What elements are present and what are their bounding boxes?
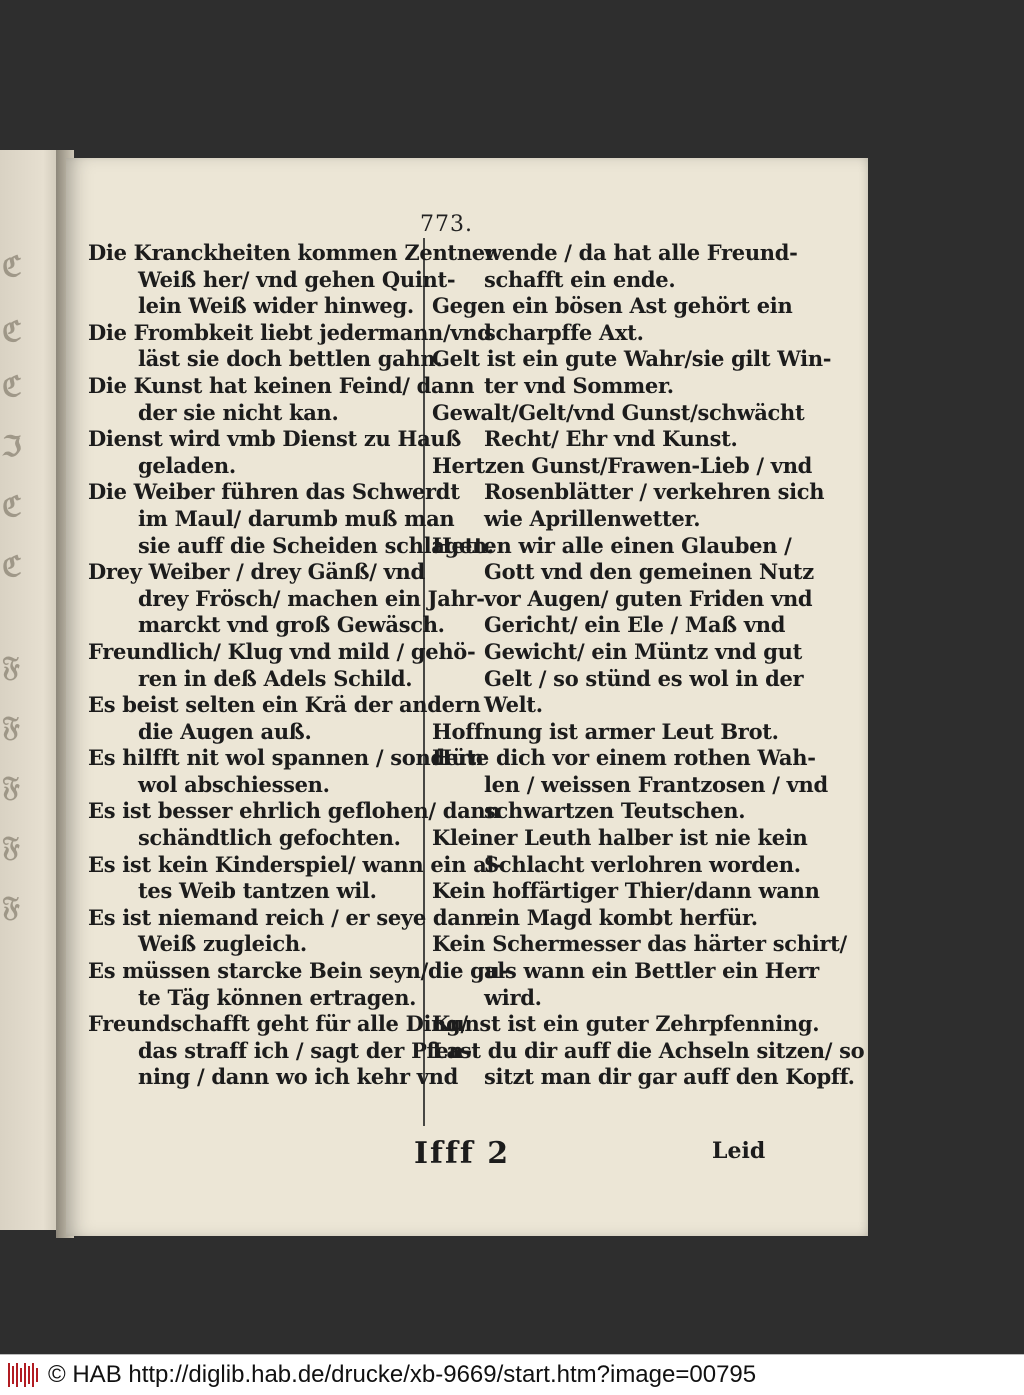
proverb-line: Drey Weiber / drey Gänß/ vnd <box>88 559 425 585</box>
proverb-line: Weiß her/ vnd gehen Quint- <box>138 266 456 292</box>
proverb-entry <box>88 240 496 320</box>
bleed-through-mark: 𝔉 <box>2 770 20 803</box>
proverb-line: schafft ein ende. <box>484 266 676 292</box>
proverb-line: als wann ein Bettler ein Herr <box>484 958 819 984</box>
hab-logo-icon <box>8 1363 38 1387</box>
proverb-line: wie Aprillenwetter. <box>484 505 701 531</box>
proverb-line: Gewicht/ ein Müntz vnd gut <box>484 638 803 664</box>
footer-bar <box>0 1354 1024 1395</box>
proverb-line: Gelt / so stünd es wol in der <box>484 665 804 691</box>
proverb-entry <box>432 346 832 399</box>
proverb-line: Kleiner Leuth halber ist nie kein <box>432 825 808 851</box>
proverb-line: Hüte dich vor einem rothen Wah- <box>432 745 816 771</box>
proverb-line: der sie nicht kan. <box>138 399 339 425</box>
proverb-entry <box>432 532 814 719</box>
proverb-line: Last du dir auff die Achseln sitzen/ so <box>432 1037 865 1063</box>
proverb-line: Gegen ein bösen Ast gehört ein <box>432 293 793 319</box>
proverb-entry <box>432 1011 820 1038</box>
catchword: Leid <box>712 1138 766 1164</box>
proverb-line: sie auff die Scheiden schlagen. <box>138 532 495 558</box>
bleed-through-mark: ℭ <box>2 315 22 348</box>
proverb-line: vor Augen/ guten Friden vnd <box>484 585 813 611</box>
proverb-line: Die Kunst hat keinen Feind/ dann <box>88 372 475 398</box>
proverb-entry <box>88 319 492 373</box>
proverb-entry <box>432 1037 865 1091</box>
proverb-line: Gewalt/Gelt/vnd Gunst/schwächt <box>432 399 805 425</box>
proverb-line: Recht/ Ehr vnd Kunst. <box>484 426 738 452</box>
proverb-line: Rosenblätter / verkehren sich <box>484 479 825 505</box>
proverb-entry <box>432 399 805 453</box>
proverb-entry <box>88 798 501 851</box>
proverb-entry <box>432 240 798 293</box>
proverb-line: tes Weib tantzen wil. <box>138 878 377 904</box>
proverb-line: lein Weiß wider hinweg. <box>138 293 414 319</box>
proverb-entry <box>432 878 820 931</box>
proverb-line: Es ist niemand reich / er seye dann <box>88 904 491 930</box>
proverb-line: Gott vnd den gemeinen Nutz <box>484 559 814 585</box>
proverb-line: Kein Schermesser das härter schirt/ <box>432 931 847 957</box>
signature-mark: Ifff 2 <box>414 1136 511 1171</box>
proverb-line: Es müssen starcke Bein seyn/die gu- <box>88 958 508 984</box>
proverb-line: Kunst ist ein guter Zehrpfenning. <box>432 1011 820 1037</box>
proverb-entry <box>88 559 485 639</box>
proverb-line: läst sie doch bettlen gahn. <box>138 346 443 372</box>
bleed-through-mark: ℭ <box>2 490 22 523</box>
bleed-through-mark: 𝔉 <box>2 710 20 743</box>
proverb-line: Freundschafft geht für alle Ding/ <box>88 1011 468 1037</box>
proverb-line: Dienst wird vmb Dienst zu Hauß <box>88 426 462 452</box>
proverb-line: wende / da hat alle Freund- <box>484 240 798 265</box>
bleed-through-mark: 𝔉 <box>2 650 20 683</box>
proverb-entry <box>88 851 503 905</box>
proverb-entry <box>88 692 481 745</box>
proverb-line: ter vnd Sommer. <box>484 372 674 398</box>
bleed-through-mark: 𝔉 <box>2 830 20 863</box>
proverb-line: schwartzen Teutschen. <box>484 798 746 824</box>
proverb-entry <box>88 638 476 692</box>
proverb-line: Die Kranckheiten kommen Zentner <box>88 240 496 265</box>
proverb-line: Freundlich/ Klug vnd mild / gehö- <box>88 638 476 664</box>
proverb-line: len / weissen Frantzosen / vnd <box>484 771 828 797</box>
proverb-line: Hoffnung ist armer Leut Brot. <box>432 718 779 744</box>
proverb-line: Gelt ist ein gute Wahr/sie gilt Win- <box>432 346 832 372</box>
proverb-line: drey Frösch/ machen ein Jahr- <box>138 585 485 611</box>
proverb-line: scharpffe Axt. <box>484 319 644 345</box>
proverb-line: Die Weiber führen das Schwerdt <box>88 479 460 505</box>
proverb-line: geladen. <box>138 452 236 478</box>
proverb-entry <box>432 452 825 533</box>
proverb-line: Es beist selten ein Krä der andern <box>88 692 481 718</box>
proverb-entry <box>88 958 508 1011</box>
proverb-entry <box>88 1011 472 1091</box>
proverb-line: schändtlich gefochten. <box>138 825 401 851</box>
proverb-line: Es ist besser ehrlich geflohen/ dann <box>88 798 501 824</box>
right-column <box>432 240 865 1091</box>
proverb-line: Es ist kein Kinderspiel/ wann ein al- <box>88 851 503 877</box>
proverb-line: die Augen auß. <box>138 718 312 744</box>
proverb-entry <box>432 931 847 1011</box>
proverb-entry <box>432 718 779 746</box>
proverb-line: marckt vnd groß Gewäsch. <box>138 612 445 638</box>
proverb-entry <box>432 745 828 825</box>
bleed-through-mark: 𝔉 <box>2 890 20 923</box>
bleed-through-mark: ℑ <box>2 430 22 463</box>
proverb-line: das straff ich / sagt der Pfen- <box>138 1037 472 1063</box>
proverb-line: Weiß zugleich. <box>138 931 307 957</box>
proverb-line: ren in deß Adels Schild. <box>138 665 413 691</box>
proverb-line: Schlacht verlohren worden. <box>484 851 801 877</box>
proverb-line: Hertzen Gunst/Frawen-Lieb / vnd <box>432 452 813 478</box>
proverb-line: im Maul/ darumb muß man <box>138 505 455 531</box>
proverb-line: wird. <box>484 984 542 1010</box>
proverb-entry <box>88 372 475 426</box>
proverb-line: Hetten wir alle einen Glauben / <box>432 532 792 558</box>
proverb-entry <box>432 825 808 878</box>
proverb-entry <box>88 904 491 958</box>
proverb-line: wol abschiessen. <box>138 771 330 797</box>
bleed-through-mark: ℭ <box>2 370 22 403</box>
proverb-line: sitzt man dir gar auff den Kopff. <box>484 1064 855 1090</box>
proverb-entry <box>88 426 462 479</box>
proverb-line: Es hilfft nit wol spannen / sondern <box>88 745 484 771</box>
bleed-through-mark: ℭ <box>2 250 22 283</box>
proverb-line: ning / dann wo ich kehr vnd <box>138 1064 458 1090</box>
proverb-line: Kein hoffärtiger Thier/dann wann <box>432 878 820 904</box>
page-number: 773. <box>420 212 473 237</box>
copyright-url[interactable]: © HAB http://diglib.hab.de/drucke/xb-9669/start.htm?image=00795 <box>48 1361 757 1388</box>
proverb-entry <box>88 479 495 559</box>
proverb-entry <box>432 293 793 346</box>
left-column <box>88 240 508 1091</box>
proverb-line: Welt. <box>484 692 543 718</box>
proverb-entry <box>88 745 484 798</box>
proverb-line: Gericht/ ein Ele / Maß vnd <box>484 612 786 638</box>
bleed-through-mark: ℭ <box>2 550 22 583</box>
proverb-line: ein Magd kombt herfür. <box>484 904 758 930</box>
proverb-line: Die Frombkeit liebt jedermann/vnd <box>88 319 492 345</box>
proverb-line: te Täg können ertragen. <box>138 984 417 1010</box>
